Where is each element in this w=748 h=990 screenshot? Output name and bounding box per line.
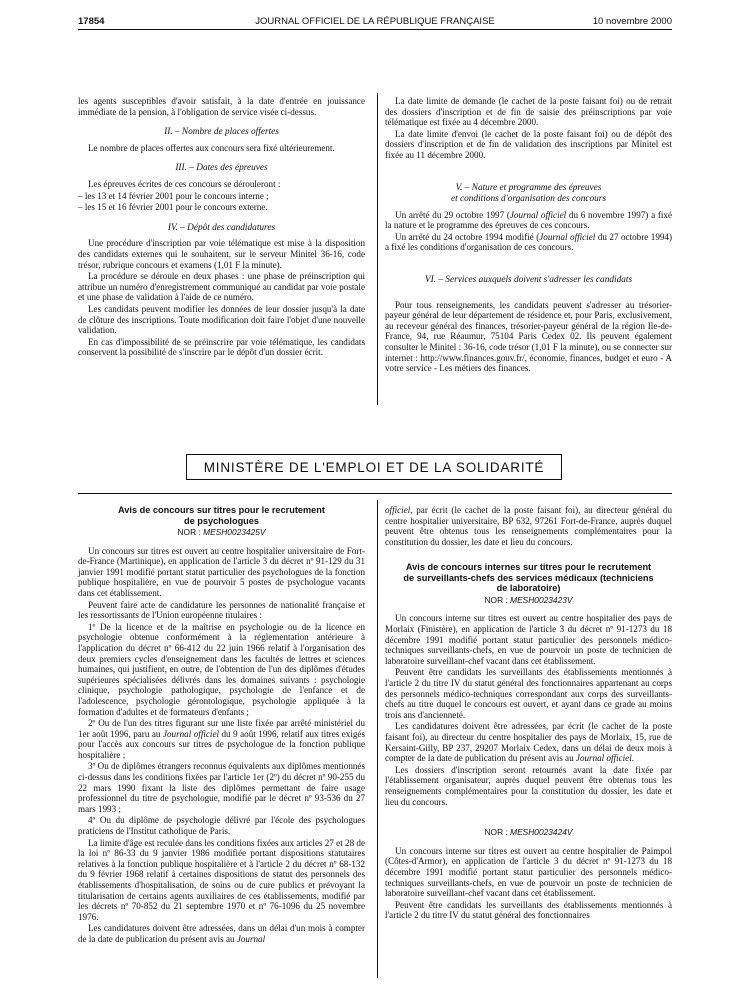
column-divider-bottom (377, 500, 378, 978)
paragraph: Une procédure d'inscription par voie télématique est mise à la disposition des candidats externes qui le souhaitent, sur le serveur Minitel 36-16, code trésor, rubrique concours et examens (1,01 F la minute). (78, 238, 365, 270)
ministry-rule (78, 493, 672, 494)
list-item: – les 13 et 14 février 2001 pour le concours interne ; (78, 190, 269, 201)
paragraph: Les candidatures doivent être adressées, par écrit (le cachet de la poste faisant foi), au directeur du centre hospitalier des pays de Morlaix, 15, rue de Kersaint-Gilly, BP 237, 29207 Morlaix Cedex, dans un délai de deux mois à compter de la date de publication du présent avis au Journal officiel. (385, 721, 672, 764)
paragraph: Un arrêté du 29 octobre 1997 (Journal officiel du 6 novembre 1997) a fixé la nature et le programme des épreuves de ces concours. (385, 209, 672, 231)
paragraph: Peuvent être candidats les surveillants des établissements mentionnés à l'article 2 du titre IV du statut général des fonctionnaires appartenant au corps des personnels médico-techniques correspondant aux corps des surveillants-chefs au titre duquel le concours est ouvert, et ayant dans ce grade au moins trois ans d'ancienneté. (385, 667, 672, 720)
page-header (78, 13, 672, 29)
list-item: – les 15 et 16 février 2001 pour le concours externe. (78, 202, 268, 213)
section-heading (385, 183, 672, 205)
section-heading-line: et conditions d'organisation des concours (450, 193, 607, 204)
bottom-right-column (385, 505, 672, 922)
nor-reference: NOR : MESH0023423V (484, 594, 573, 605)
paragraph: 1º De la licence et de la maîtrise en psychologie ou de la licence en psychologie obtenue conformément à la réglementation antérieure à l'application du décret nº 66-412 du 22 juin 1966 relatif à l'organisation des deux premiers cycles d'enseignement dans les facultés de lettres et sciences humaines, qui justifient, en outre, de l'obtention de l'un des diplômes d'études supérieures spécialisées délivrés dans les domaines suivants : psychologie clinique, psychologie pathologique, psychologie de l'enfance et de l'adolescence, psychologie gérontologique, psychologie appliquée à la formation d'adultes et de formateurs d'enfants ; (78, 621, 365, 717)
paragraph: Un arrêté du 24 octobre 1994 modifié (Journal officiel du 27 octobre 1994) a fixé les conditions d'organisation de ces concours. (385, 231, 672, 253)
section-heading: II. – Nombre de places offertes (164, 127, 279, 138)
paragraph: Peuvent faire acte de candidature les personnes de nationalité française et les ressortissants de l'Union européenne titulaires : (78, 599, 365, 621)
nor-reference: NOR : MESH0023425V (177, 527, 266, 537)
paragraph: La date limite de demande (le cachet de la poste faisant foi) ou de retrait des dossiers d'inscription et de fin de saisie des préinscriptions par voie télématique est fixée au 4 décembre 2000. (385, 96, 672, 128)
paragraph: Les candidats peuvent modifier les données de leur dossier jusqu'à la date de clôture des inscriptions. Toute modification doit faire l'objet d'une nouvelle validation. (78, 303, 365, 336)
issue-date: 10 novembre 2000 (592, 16, 672, 27)
paragraph: Un concours interne sur titres est ouvert au centre hospitalier de Paimpol (Côtes-d'Armor), en application de l'article 3 du décret nº 91-1273 du 18 décembre 1991 modifié portant statut particulier des personnels médico-techniques surveillants-chefs, en vue de pourvoir un poste de technicien de laboratoire surveillant-chef vacant dans cet établissement. (385, 845, 672, 899)
top-left-column (78, 96, 365, 359)
top-right-column (385, 96, 672, 375)
paragraph: 2º Ou de l'un des titres figurant sur une liste fixée par arrêté ministériel du 1er août 1996, paru au Journal officiel du 9 août 1996, relatif aux titres exigés pour l'accès aux concours sur titres de psychologue de la fonction publique hospitalière ; (78, 718, 366, 760)
paragraph: Peuvent être candidats les surveillants des établissements mentionnés à l'article 2 du titre IV du statut général des fonctionnaires (385, 899, 672, 921)
paragraph: Un concours sur titres est ouvert au centre hospitalier universitaire de Fort-de-France (Martinique), en application de l'article 3 du décret nº 91-129 du 31 janvier 1991 modifié portant statut particulier des psychologues de la fonction publique hospitalière, en vue de pourvoir 5 postes de psychologue vacants dans cet établissement. (78, 545, 365, 598)
section-heading: III. – Dates des épreuves (175, 163, 268, 174)
journal-title: JOURNAL OFFICIEL DE LA RÉPUBLIQUE FRANÇAISE (255, 16, 495, 27)
page-number: 17854 (78, 16, 105, 27)
nor-reference: NOR : MESH0023424V (484, 827, 573, 838)
paragraph: Les dossiers d'inscription seront retournés avant la date fixée par l'établissement organisateur, auprès duquel peuvent être obtenus tous les renseignements complémentaires pour la constitution du dossier, les date et lieu du concours. (385, 764, 672, 807)
bottom-left-column (78, 505, 365, 946)
section-heading-line: V. – Nature et programme des épreuves (455, 182, 602, 193)
paragraph: Les épreuves écrites de ces concours se dérouleront : (88, 178, 281, 189)
paragraph: La date limite d'envoi (le cachet de la poste faisant foi) ou de dépôt des dossiers d'inscription et de fin de validation des inscriptions par Minitel est fixée au 11 décembre 2000. (385, 128, 672, 160)
paragraph: La procédure se déroule en deux phases : une phase de préinscription qui attribue un numéro d'enregistrement communiqué au candidat par voie postale et une phase de validation à l'aide de ce numéro. (78, 271, 365, 303)
section-heading: VI. – Services auxquels doivent s'adresser les candidats (424, 274, 633, 285)
paragraph: En cas d'impossibilité de se préinscrire par voie télématique, les candidats conservent la possibilité de s'inscrire par le dépôt d'un dossier écrit. (78, 336, 365, 358)
paragraph: Les candidatures doivent être adressées, dans un délai d'un mois à compter de la date de publication du présent avis au Journal (78, 923, 365, 944)
paragraph: les agents susceptibles d'avoir satisfait, à la date d'entrée en jouissance immédiate de la pension, à l'obligation de service visée ci-dessus. (78, 96, 365, 117)
column-divider-top (377, 93, 378, 405)
paragraph: 4º Ou du diplôme de psychologie délivré par l'école des psychologues praticiens de l'Institut catholique de Paris. (78, 815, 365, 837)
ministry-title: MINISTÈRE DE L'EMPLOI ET DE LA SOLIDARITÉ (186, 454, 562, 480)
section-heading: IV. – Dépôt des candidatures (167, 222, 276, 233)
paragraph: La limite d'âge est reculée dans les conditions fixées aux articles 27 et 28 de la loi nº 86-33 du 9 janvier 1986 modifiée portant dispositions statutaires relatives à la fonction publique hospitalière et à l'article 2 du décret nº 68-132 du 9 février 1968 relatif à certaines dispositions de statut des personnels des établissements d'hospitalisation, de soins ou de cure publics et prévoyant la titularisation de certains agents auxiliaires de ces établissements, modifié par les décrets nº 70-852 du 21 septembre 1970 et nº 76-1096 du 25 novembre 1976. (78, 837, 365, 922)
paragraph: Un concours interne sur titres est ouvert au centre hospitalier des pays de Morlaix (Finistère), en application de l'article 3 du décret nº 91-1273 du 18 décembre 1991 modifié portant statut particulier des personnels médico-techniques surveillants-chefs, en vue de pourvoir un poste de technicien de laboratoire surveillant-chef vacant dans cet établissement. (385, 613, 672, 666)
paragraph: Pour tous renseignements, les candidats peuvent s'adresser au trésorier-payeur général de leur département de résidence et, pour Paris, exclusivement, au receveur général des finances, trésorier-payeur général de la région Ile-de-France, 94, rue Réaumur, 75104 Paris Cedex 02. Ils peuvent également consulter le Minitel : 36-16, code trésor (1,01 F la minute), ou se connecter sur internet : http://www.finances.gouv.fr/, économie, finances, budget et euro - A votre service - Les métiers des finances. (385, 299, 672, 374)
paragraph: Le nombre de places offertes aux concours sera fixé ultérieurement. (88, 142, 335, 153)
header-rule (78, 29, 672, 30)
paragraph: 3º Ou de diplômes étrangers reconnus équivalents aux diplômes mentionnés ci-dessus dans les conditions fixées par l'article 1er (2º) du décret nº 90-255 du 22 mars 1990 fixant la liste des diplômes permettant de faire usage professionnel du titre de psychologue, modifié par le décret nº 93-536 du 27 mars 1993 ; (78, 761, 365, 814)
notice-title: Avis de concours sur titres pour le recrutement de psychologues (118, 505, 325, 526)
paragraph: officiel, par écrit (le cachet de la poste faisant foi), au directeur général du centre hospitalier universitaire, BP 632, 97261 Fort-de-France, auprès duquel peuvent être obtenus tous les renseignements complémentaires pour la constitution du dossier, les date et lieu du concours. (385, 505, 672, 547)
notice-title: Avis de concours internes sur titres pour le recrutement de surveillants-chefs des services médicaux (techniciens de laboratoire) (403, 562, 654, 594)
